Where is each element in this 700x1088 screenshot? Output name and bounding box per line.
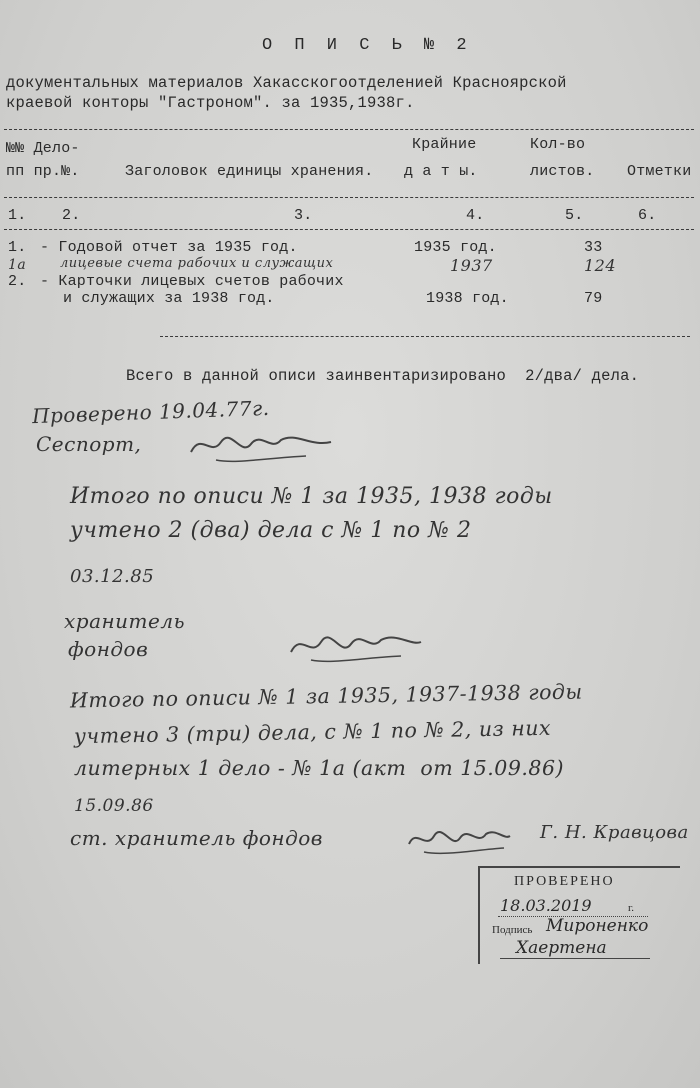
header-title: Заголовок единицы хранения. bbox=[125, 163, 374, 180]
row-1a-dates: 1937 bbox=[450, 256, 493, 275]
total-1-line-1: Итого по описи № 1 за 1935, 1938 годы bbox=[70, 484, 553, 509]
header-dates-1: Крайние bbox=[412, 136, 477, 153]
col-number-6: 6. bbox=[638, 207, 657, 224]
row-1-sheets: 33 bbox=[584, 239, 603, 256]
row-1a-title: лицевые счета рабочих и служащих bbox=[60, 256, 334, 271]
stamp-date: 18.03.2019 bbox=[500, 896, 592, 915]
header-notes: Отметки bbox=[627, 163, 692, 180]
date-2: 15.09.86 bbox=[74, 796, 154, 816]
row-1a-sheets: 124 bbox=[584, 256, 617, 275]
keeper-2: ст. хранитель фондов bbox=[70, 826, 323, 850]
header-sheets-2: листов. bbox=[530, 163, 595, 180]
keeper-2-name: Г. Н. Кравцова bbox=[540, 822, 689, 843]
page-title: О П И С Ь № 2 bbox=[262, 36, 473, 55]
total-2-line-3: литерных 1 дело - № 1а (акт от 15.09.86) bbox=[74, 756, 564, 780]
stamp-title: ПРОВЕРЕНО bbox=[514, 874, 615, 889]
stamp-signature-name-2: Хаертена bbox=[516, 938, 607, 958]
keeper-1-line-2: фондов bbox=[68, 637, 149, 661]
row-2-title: - Карточки лицевых счетов рабочих bbox=[40, 273, 344, 290]
row-1-num: 1. bbox=[8, 239, 27, 256]
stamp-signature-name-1: Мироненко bbox=[546, 916, 649, 936]
col-number-4: 4. bbox=[466, 207, 485, 224]
date-1: 03.12.85 bbox=[70, 566, 155, 587]
col-number-1: 1. bbox=[8, 207, 27, 224]
table-rule-end bbox=[160, 336, 690, 337]
checked-note: Проверено 19.04.77г. bbox=[31, 395, 270, 429]
row-1a-num: 1а bbox=[8, 257, 27, 273]
row-2-sheets: 79 bbox=[584, 290, 603, 307]
header-rule-mid bbox=[4, 197, 694, 198]
header-sheets-1: Кол-во bbox=[530, 136, 586, 153]
signature-1 bbox=[186, 422, 336, 472]
header-dates-2: д а т ы. bbox=[404, 163, 478, 180]
row-1-title: - Годовой отчет за 1935 год. bbox=[40, 239, 298, 256]
header-rule-top bbox=[4, 129, 694, 130]
total-2-line-1: Итого по описи № 1 за 1935, 1937-1938 годы bbox=[69, 679, 583, 713]
row-2-dates: 1938 год. bbox=[426, 290, 509, 307]
signature-3 bbox=[404, 820, 514, 860]
col-number-5: 5. bbox=[565, 207, 584, 224]
total-1-line-2: учтено 2 (два) дела с № 1 по № 2 bbox=[70, 518, 472, 543]
row-2-num: 2. bbox=[8, 273, 27, 290]
subtitle-line-2: краевой конторы "Гастроном". за 1935,1938г. bbox=[6, 94, 415, 112]
stamp-year-suffix: г. bbox=[628, 902, 635, 914]
col-number-2: 2. bbox=[62, 207, 81, 224]
signature-2 bbox=[286, 624, 426, 670]
col-number-3: 3. bbox=[294, 207, 313, 224]
header-num-1: №№ Дело- bbox=[6, 140, 80, 157]
stamp-signature-label: Подпись bbox=[492, 924, 533, 936]
stamp-bottom-line bbox=[500, 958, 650, 959]
header-num-2: пп пр.№. bbox=[6, 163, 80, 180]
row-2-title-cont: и служащих за 1938 год. bbox=[63, 290, 275, 307]
total-typed: Всего в данной описи заинвентаризировано 2/два/ дела. bbox=[126, 367, 640, 385]
header-rule-bottom bbox=[4, 229, 694, 230]
total-2-line-2: учтено 3 (три) дела, с № 1 по № 2, из них bbox=[73, 715, 552, 749]
verification-stamp bbox=[478, 866, 680, 964]
checked-note-2: Сеспорт, bbox=[36, 432, 142, 456]
row-1-dates: 1935 год. bbox=[414, 239, 497, 256]
keeper-1-line-1: хранитель bbox=[64, 609, 185, 633]
subtitle-line-1: документальных материалов Хакасскогоотделенией Красноярской bbox=[6, 74, 567, 92]
